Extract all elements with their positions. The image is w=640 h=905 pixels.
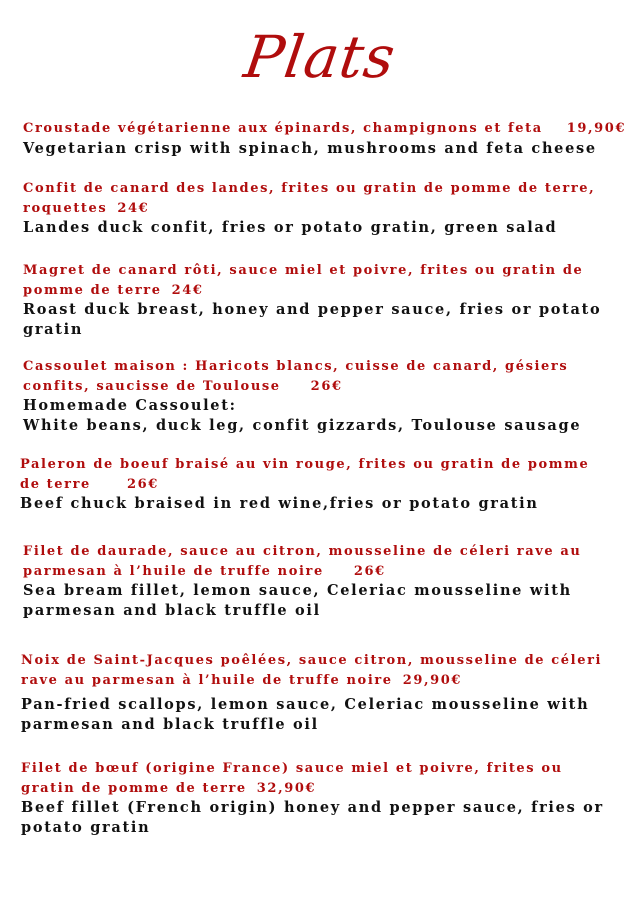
dish-name-fr: Confit de canard des landes, frites ou gratin de pomme de terre, roquettes 24€ (23, 181, 596, 216)
dish-name-fr: Noix de Saint-Jacques poêlées, sauce citron, mousseline de céleri rave au parmesan à l’huile de truffe noire 29,90€ (21, 653, 603, 688)
dish-price: 19,90€ (566, 121, 627, 136)
dish-name-en: Sea bream fillet, lemon sauce, Celeriac mousseline with parmesan and black truffle oil (23, 582, 572, 619)
menu-item (23, 119, 633, 159)
dish-name-fr: Magret de canard rôti, sauce miel et poivre, frites ou gratin de pomme de terre 24€ (23, 263, 584, 298)
menu-item (23, 357, 633, 436)
menu-item (23, 542, 633, 621)
dish-name-en: Vegetarian crisp with spinach, mushrooms and feta cheese (23, 139, 597, 157)
menu-item (20, 455, 630, 514)
dish-name-en: Beef chuck braised in red wine,fries or potato gratin (20, 495, 539, 512)
dish-name-en: Roast duck breast, honey and pepper sauce, fries or potato gratin (23, 301, 602, 338)
dish-price: 24€ (117, 200, 150, 216)
dish-price: 26€ (126, 476, 159, 492)
page-title: Plats (240, 23, 400, 91)
dish-name-fr: Filet de daurade, sauce au citron, mousseline de céleri rave au parmesan à l’huile de truffe noire 26€ (23, 544, 582, 579)
menu-item (23, 261, 633, 340)
dish-name-en: Landes duck confit, fries or potato gratin, green salad (23, 219, 558, 236)
dish-price: 26€ (353, 563, 386, 579)
dish-name-en: Pan-fried scallops, lemon sauce, Celeriac mousseline with parmesan and black truffle oil (21, 696, 590, 733)
dish-name-en: Beef fillet (French origin) honey and pepper sauce, fries or potato gratin (21, 799, 604, 836)
dish-name-fr: Cassoulet maison : Haricots blancs, cuisse de canard, gésiers confits, saucisse de Toulouse 26€ (23, 359, 569, 394)
dish-name-fr: Filet de bœuf (origine France) sauce miel et poivre, frites ou gratin de pomme de terre 32,90€ (21, 761, 563, 796)
dish-name-fr: Paleron de boeuf braisé au vin rouge, frites ou gratin de pomme de terre 26€ (20, 457, 590, 492)
dish-name-fr: Croustade végétarienne aux épinards, champignons et feta 19,90€ (23, 121, 627, 136)
dish-price: 29,90€ (402, 672, 463, 688)
menu-item (23, 179, 633, 238)
dish-price: 26€ (310, 378, 343, 394)
dish-price: 32,90€ (256, 780, 317, 796)
dish-price: 24€ (171, 282, 204, 298)
menu-item (21, 651, 631, 735)
menu-item (21, 759, 631, 838)
dish-name-en: Homemade Cassoulet: White beans, duck leg, confit gizzards, Toulouse sausage (23, 397, 582, 434)
